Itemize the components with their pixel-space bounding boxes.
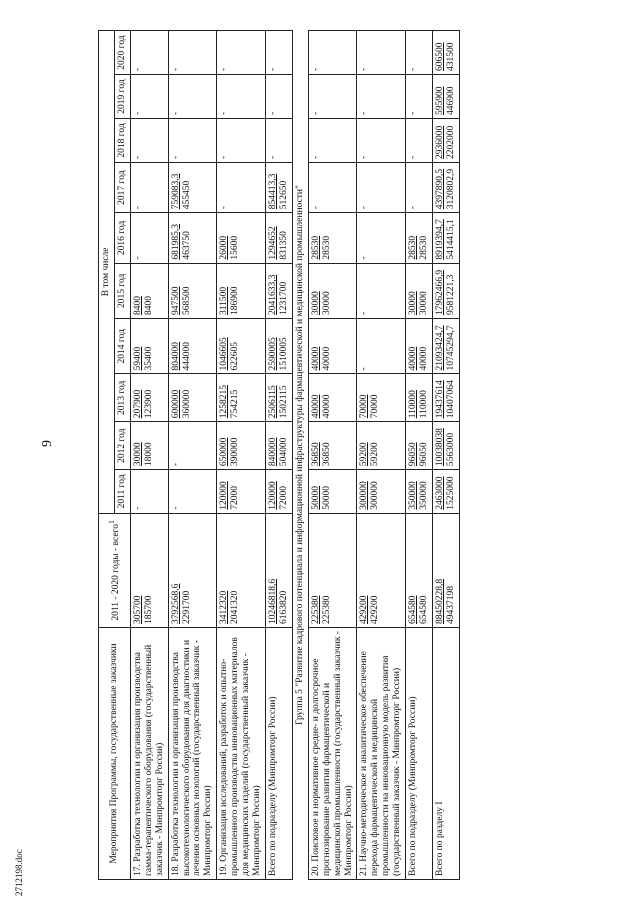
value-cell: 26000 15600: [217, 213, 266, 263]
value-cell: 311500 186900: [217, 263, 266, 318]
value-cell: -: [130, 75, 168, 119]
value-cell: -: [308, 75, 357, 119]
value-cell: -: [130, 162, 168, 212]
value-cell: 88450228,8 49437198: [432, 513, 459, 627]
value-cell: 59400 35400: [130, 319, 168, 374]
header-year: 2020 год: [114, 31, 130, 75]
group-row: [292, 31, 308, 880]
value-cell: 650000 390000: [217, 422, 266, 470]
value-cell: -: [217, 31, 266, 75]
header-including: В том числе: [99, 31, 115, 514]
table-row: [406, 31, 433, 880]
row-name: Всего по разделу I: [432, 628, 459, 880]
header-year: 2014 год: [114, 319, 130, 374]
header-year: 2013 год: [114, 374, 130, 422]
value-cell: 17962466,9 9581221,3: [432, 263, 459, 318]
value-cell: 2590005 1510005: [265, 319, 292, 374]
value-cell: 96050 96050: [406, 422, 433, 470]
value-cell: 600000 360000: [168, 374, 217, 422]
value-cell: 681985,3 463750: [168, 213, 217, 263]
header-name: Мероприятия Программы, государственные заказчики: [99, 628, 131, 880]
value-cell: 36850 36850: [308, 422, 357, 470]
value-cell: -: [217, 162, 266, 212]
value-cell: 50000 50000: [308, 470, 357, 514]
value-cell: -: [217, 75, 266, 119]
value-cell: 30000 30000: [308, 263, 357, 318]
value-cell: -: [308, 31, 357, 75]
row-name: 21. Научно-методическое и аналитическое обеспечение перехода фармацевтической и медицинской промышленности на инновационную модель развития (государственный заказчик - Минпромторг России): [357, 628, 406, 880]
value-cell: -: [357, 31, 406, 75]
value-cell: -: [168, 31, 217, 75]
value-cell: -: [168, 470, 217, 514]
value-cell: 3412320 2041320: [217, 513, 266, 627]
header-year: 2011 год: [114, 470, 130, 514]
value-cell: 225380 225380: [308, 513, 357, 627]
value-cell: 305700 185700: [130, 513, 168, 627]
value-cell: 1294652 831350: [265, 213, 292, 263]
value-cell: -: [308, 162, 357, 212]
value-cell: -: [308, 119, 357, 163]
value-cell: 350000 350000: [406, 470, 433, 514]
value-cell: 120000 72000: [217, 470, 266, 514]
value-cell: 207900 123900: [130, 374, 168, 422]
value-cell: -: [357, 319, 406, 374]
value-cell: 429200 429200: [357, 513, 406, 627]
value-cell: 28530 28530: [406, 213, 433, 263]
row-name: 20. Поисковое и нормативное средне- и долгосрочное прогнозирование развития фармацевтической и медицинской промышленности (государственный заказчик - Минпромторг России): [308, 628, 357, 880]
value-cell: 2041633,3 1231700: [265, 263, 292, 318]
header-year: 2012 год: [114, 422, 130, 470]
rotated-table-wrapper: [98, 30, 638, 880]
value-cell: 1258215 754215: [217, 374, 266, 422]
value-cell: -: [406, 31, 433, 75]
value-cell: -: [357, 263, 406, 318]
value-cell: -: [130, 470, 168, 514]
value-cell: 840000 504000: [265, 422, 292, 470]
value-cell: 947500 568500: [168, 263, 217, 318]
value-cell: -: [265, 75, 292, 119]
value-cell: 3792568,6 2291700: [168, 513, 217, 627]
value-cell: 2506115 1502115: [265, 374, 292, 422]
header-year: 2018 год: [114, 119, 130, 163]
value-cell: 300000 300000: [357, 470, 406, 514]
row-name: 19. Организация исследований, разработок и опытно-промышленного производства инновационных материалов для медицинских изделий (государственный заказчик - Минпромторг России): [217, 628, 266, 880]
value-cell: -: [357, 75, 406, 119]
value-cell: 110000 110000: [406, 374, 433, 422]
value-cell: 40000 40000: [308, 319, 357, 374]
value-cell: 606500 431500: [432, 31, 459, 75]
value-cell: 1046605 622605: [217, 319, 266, 374]
header-year: 2016 год: [114, 213, 130, 263]
value-cell: 2936000 2202000: [432, 119, 459, 163]
value-cell: 10246818,6 6163820: [265, 513, 292, 627]
value-cell: 804000 444000: [168, 319, 217, 374]
row-name: Всего по подразделу (Минпромторг России): [406, 628, 433, 880]
value-cell: 28530 28530: [308, 213, 357, 263]
value-cell: 30000 18000: [130, 422, 168, 470]
value-cell: -: [130, 213, 168, 263]
value-cell: -: [168, 119, 217, 163]
value-cell: -: [357, 119, 406, 163]
value-cell: 8919394,7 5414415,1: [432, 213, 459, 263]
value-cell: -: [168, 422, 217, 470]
value-cell: 59200 59200: [357, 422, 406, 470]
value-cell: -: [217, 119, 266, 163]
value-cell: 21093424,7 10745294,7: [432, 319, 459, 374]
value-cell: 2463000 1525000: [432, 470, 459, 514]
value-cell: -: [357, 162, 406, 212]
value-cell: 40000 40000: [406, 319, 433, 374]
table-row: [168, 31, 217, 880]
table-row: [265, 31, 292, 880]
page-number: 9: [40, 440, 55, 447]
value-cell: 19437614 10407064: [432, 374, 459, 422]
value-cell: 10038038 5563000: [432, 422, 459, 470]
value-cell: 120000 72000: [265, 470, 292, 514]
value-cell: -: [406, 119, 433, 163]
value-cell: 854413,3 512650: [265, 162, 292, 212]
table-row: [357, 31, 406, 880]
value-cell: -: [357, 213, 406, 263]
table-row: [308, 31, 357, 880]
header-total: 2011 - 2020 годы - всего$^1$: [99, 513, 131, 627]
value-cell: 759083,3 455450: [168, 162, 217, 212]
footer-filename: 2712198.doc: [14, 849, 24, 896]
header-year: 2017 год: [114, 162, 130, 212]
header-year: 2015 год: [114, 263, 130, 318]
value-cell: 40000 40000: [308, 374, 357, 422]
value-cell: -: [265, 119, 292, 163]
row-name: 18. Разработка технологии и организация производства высокотехнологического оборудования для диагностики и лечения основных нозологий (государственный заказчик - Минпромторг России): [168, 628, 217, 880]
row-name: Всего по подразделу (Минпромторг России): [265, 628, 292, 880]
value-cell: -: [406, 75, 433, 119]
group-title: Группа 5 "Развитие кадрового потенциала и информационной инфраструктуры фармацевтической и медицинской промышленности": [292, 31, 308, 880]
value-cell: -: [130, 119, 168, 163]
value-cell: -: [265, 31, 292, 75]
value-cell: 8400 8400: [130, 263, 168, 318]
value-cell: 30000 30000: [406, 263, 433, 318]
value-cell: -: [168, 75, 217, 119]
value-cell: 70000 70000: [357, 374, 406, 422]
table-row: [432, 31, 459, 880]
value-cell: 595900 446900: [432, 75, 459, 119]
value-cell: -: [406, 162, 433, 212]
table-row: [130, 31, 168, 880]
value-cell: 654580 654580: [406, 513, 433, 627]
value-cell: -: [130, 31, 168, 75]
row-name: 17. Разработка технологии и организация производства гамма-терапевтического оборудования (государственный заказчик - Минпромторг России): [130, 628, 168, 880]
header-year: 2019 год: [114, 75, 130, 119]
value-cell: 4397890,5 3120802,9: [432, 162, 459, 212]
budget-table: [98, 30, 460, 880]
table-row: [217, 31, 266, 880]
